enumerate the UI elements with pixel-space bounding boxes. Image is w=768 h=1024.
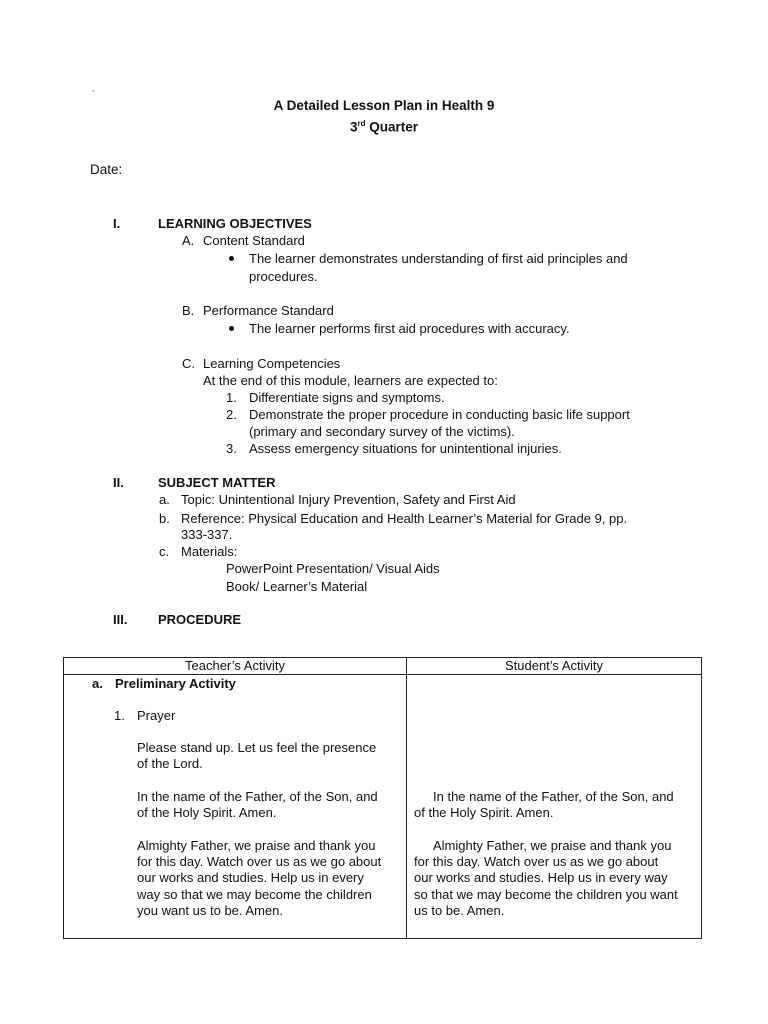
student-line: our works and studies. Help us in every way [414, 870, 668, 885]
procedure-table [63, 657, 702, 939]
subject-materials-label: c. [159, 544, 170, 559]
teacher-line: of the Lord. [137, 756, 203, 771]
quarter-heading [0, 116, 768, 136]
competency-number: 1. [226, 390, 237, 405]
student-line: so that we may become the children you want [414, 887, 678, 902]
student-activity-cell [407, 675, 702, 939]
teacher-activity-cell [64, 675, 407, 939]
material-item: PowerPoint Presentation/ Visual Aids [226, 561, 440, 576]
competency-text-cont: (primary and secondary survey of the victims). [249, 424, 515, 439]
section-3-heading: PROCEDURE [158, 612, 242, 627]
student-activity-header: Student’s Activity [407, 658, 702, 675]
section-2-numeral: II. [113, 475, 124, 490]
teacher-line: for this day. Watch over us as we go about [137, 854, 382, 869]
material-item: Book/ Learner’s Material [226, 579, 368, 594]
section-3-numeral: III. [113, 612, 128, 627]
student-line: of the Holy Spirit. Amen. [414, 805, 554, 820]
competencies-intro: At the end of this module, learners are expected to: [203, 373, 498, 388]
teacher-line: you want us to be. Amen. [137, 903, 283, 918]
subject-reference: Reference: Physical Education and Health Learner’s Material for Grade 9, pp. [181, 511, 628, 526]
subject-reference-cont: 333-337. [181, 527, 233, 542]
teacher-line: In the name of the Father, of the Son, and [137, 789, 378, 804]
content-standard-title: Content Standard [203, 233, 305, 248]
stray-mark: ` [92, 89, 95, 99]
bullet-icon [229, 256, 234, 261]
performance-standard-text: The learner performs first aid procedures with accuracy. [249, 321, 570, 336]
performance-standard-label: B. [182, 303, 195, 318]
competency-text: Differentiate signs and symptoms. [249, 390, 445, 405]
content-standard-text-2: procedures. [249, 269, 318, 284]
teacher-line: Please stand up. Let us feel the presence [137, 740, 377, 755]
activity-number: 1. [114, 708, 125, 723]
subject-materials: Materials: [181, 544, 238, 559]
table-row [64, 675, 702, 939]
competency-text: Assess emergency situations for unintentional injuries. [249, 441, 562, 456]
student-line: us to be. Amen. [414, 903, 505, 918]
subject-topic-label: a. [159, 492, 170, 507]
quarter-suffix: rd [357, 119, 366, 128]
document-title: A Detailed Lesson Plan in Health 9 [273, 98, 495, 113]
student-line: In the name of the Father, of the Son, and [433, 789, 674, 804]
quarter-number: 3 [349, 119, 358, 135]
subject-reference-label: b. [159, 511, 170, 526]
performance-standard-title: Performance Standard [203, 303, 334, 318]
competencies-label: C. [182, 356, 195, 371]
competency-text: Demonstrate the proper procedure in conducting basic life support [249, 407, 630, 422]
subsection-label: a. [92, 676, 103, 691]
section-1-numeral: I. [113, 216, 121, 231]
quarter-word: Quarter [369, 119, 419, 135]
content-standard-label: A. [182, 233, 195, 248]
teacher-line: way so that we may become the children [137, 887, 372, 902]
teacher-line: our works and studies. Help us in every [137, 870, 364, 885]
student-line: Almighty Father, we praise and thank you [433, 838, 672, 853]
student-line: for this day. Watch over us as we go about [414, 854, 659, 869]
teacher-line: of the Holy Spirit. Amen. [137, 805, 277, 820]
section-1-heading: LEARNING OBJECTIVES [158, 216, 312, 231]
teacher-line: Almighty Father, we praise and thank you [137, 838, 376, 853]
competency-number: 2. [226, 407, 237, 422]
activity-title: Prayer [137, 708, 176, 723]
subsection-heading: Preliminary Activity [115, 676, 236, 691]
subject-topic: Topic: Unintentional Injury Prevention, Safety and First Aid [181, 492, 516, 507]
content-standard-text-1: The learner demonstrates understanding of first aid principles and [249, 251, 628, 266]
bullet-icon [229, 326, 234, 331]
competencies-title: Learning Competencies [203, 356, 341, 371]
competency-number: 3. [226, 441, 237, 456]
section-2-heading: SUBJECT MATTER [158, 475, 276, 490]
teacher-activity-header: Teacher’s Activity [64, 658, 407, 675]
table-header-row [64, 658, 702, 675]
date-label: Date: [90, 162, 123, 177]
